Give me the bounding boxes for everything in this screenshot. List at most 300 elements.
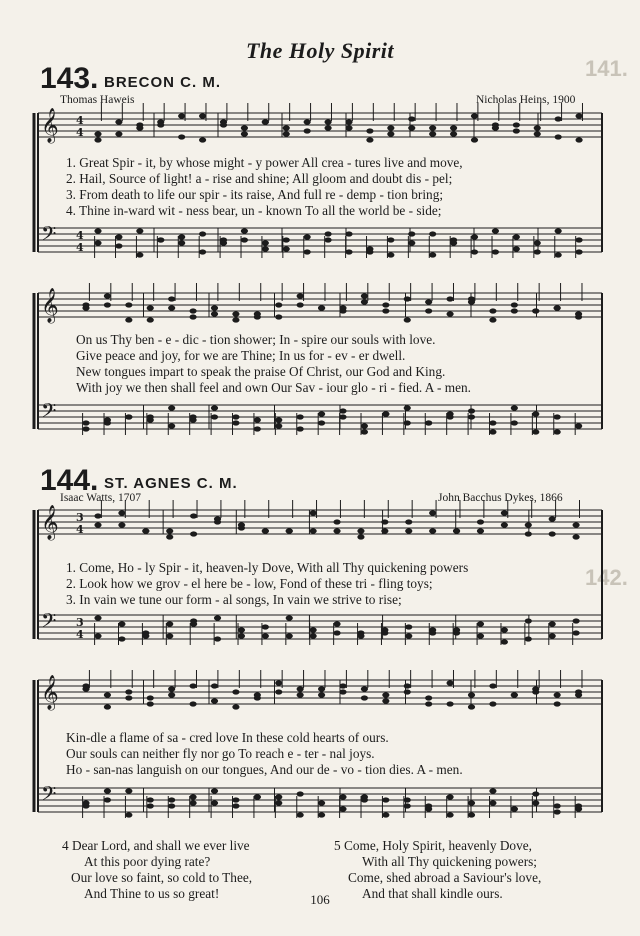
notehead: [534, 240, 541, 245]
time-signature: 3: [76, 616, 84, 629]
notehead: [147, 803, 154, 808]
lyric-line: 4. Thine in-ward wit - ness bear, un - known To all the world be - side;: [66, 203, 442, 218]
notehead: [168, 803, 175, 808]
notehead: [468, 408, 475, 413]
notehead: [345, 249, 352, 254]
notehead: [136, 252, 143, 257]
notehead: [125, 302, 132, 307]
notehead: [532, 800, 539, 805]
notehead: [555, 116, 562, 121]
notehead: [324, 119, 331, 124]
notehead: [304, 249, 311, 254]
notehead: [333, 519, 340, 524]
notehead: [361, 423, 368, 428]
notehead: [450, 240, 457, 245]
notehead: [404, 803, 411, 808]
notehead: [262, 633, 269, 638]
notehead: [178, 134, 185, 139]
notehead: [408, 231, 415, 236]
notehead: [238, 627, 245, 632]
notehead: [189, 314, 196, 319]
notehead: [477, 633, 484, 638]
notehead: [211, 800, 218, 805]
notehead: [361, 695, 368, 700]
notehead: [232, 420, 239, 425]
notehead: [333, 621, 340, 626]
notehead: [555, 228, 562, 233]
notehead: [232, 317, 239, 322]
notehead: [345, 119, 352, 124]
notehead: [555, 252, 562, 257]
notehead: [168, 296, 175, 301]
notehead: [534, 249, 541, 254]
notehead: [446, 311, 453, 316]
notehead: [339, 806, 346, 811]
notehead: [147, 317, 154, 322]
notehead: [318, 420, 325, 425]
notehead: [477, 528, 484, 533]
notehead: [232, 689, 239, 694]
notehead: [382, 698, 389, 703]
notehead: [429, 528, 436, 533]
notehead: [166, 621, 173, 626]
notehead: [104, 293, 111, 298]
notehead: [262, 240, 269, 245]
notehead: [297, 812, 304, 817]
notehead: [534, 131, 541, 136]
notehead: [361, 686, 368, 691]
notehead: [575, 249, 582, 254]
notehead: [211, 414, 218, 419]
notehead: [178, 113, 185, 118]
treble-clef: 𝄞: [41, 675, 59, 710]
notehead: [104, 797, 111, 802]
notehead: [199, 231, 206, 236]
notehead: [408, 240, 415, 245]
time-signature: 4: [76, 241, 84, 254]
notehead: [575, 314, 582, 319]
notehead: [450, 125, 457, 130]
notehead: [357, 633, 364, 638]
notehead: [147, 701, 154, 706]
stanza-number: 5: [334, 838, 341, 853]
notehead: [147, 797, 154, 802]
notehead: [104, 788, 111, 793]
notehead: [118, 522, 125, 527]
notehead: [297, 414, 304, 419]
notehead: [283, 131, 290, 136]
notehead: [511, 308, 518, 313]
time-signature: 4: [76, 229, 84, 242]
notehead: [211, 405, 218, 410]
notehead: [125, 689, 132, 694]
notehead: [254, 692, 261, 697]
notehead: [446, 812, 453, 817]
notehead: [199, 249, 206, 254]
notehead: [425, 695, 432, 700]
notehead: [168, 686, 175, 691]
notehead: [82, 426, 89, 431]
notehead: [189, 701, 196, 706]
notehead: [297, 293, 304, 298]
page-number: 106: [310, 892, 330, 907]
notehead: [429, 252, 436, 257]
notehead: [232, 704, 239, 709]
notehead: [382, 692, 389, 697]
notehead: [318, 411, 325, 416]
notehead: [532, 689, 539, 694]
notehead: [471, 113, 478, 118]
notehead: [501, 522, 508, 527]
notehead: [157, 122, 164, 127]
notehead: [190, 513, 197, 518]
notehead: [118, 636, 125, 641]
notehead: [425, 299, 432, 304]
notehead: [339, 305, 346, 310]
notehead: [501, 510, 508, 515]
notehead: [575, 803, 582, 808]
bass-clef: 𝄢: [41, 399, 57, 427]
notehead: [339, 408, 346, 413]
notehead: [94, 240, 101, 245]
notehead: [297, 426, 304, 431]
bleed-through-text: 142.: [585, 565, 628, 590]
notehead: [147, 414, 154, 419]
notehead: [94, 228, 101, 233]
notehead: [405, 528, 412, 533]
notehead: [549, 621, 556, 626]
notehead: [492, 228, 499, 233]
lyric-line: 2. Hail, Source of light! a - rise and shine; All gloom and doubt dis - pel;: [66, 171, 453, 186]
notehead: [94, 522, 101, 527]
time-signature: 3: [76, 511, 84, 524]
hymn-number: 144.: [40, 464, 99, 497]
notehead: [211, 698, 218, 703]
notehead: [275, 680, 282, 685]
music-credit: Nicholas Heins, 1900: [476, 94, 576, 106]
notehead: [468, 800, 475, 805]
section-title: The Holy Spirit: [245, 38, 395, 63]
stanza-line: Our love so faint, so cold to Thee,: [71, 870, 253, 885]
notehead: [492, 125, 499, 130]
words-credit: Thomas Haweis: [60, 94, 135, 106]
notehead: [446, 794, 453, 799]
notehead: [549, 531, 556, 536]
notehead: [387, 252, 394, 257]
treble-clef: 𝄞: [41, 108, 59, 143]
notehead: [333, 528, 340, 533]
words-credit: Isaac Watts, 1707: [60, 492, 141, 504]
notehead: [513, 234, 520, 239]
notehead: [429, 131, 436, 136]
notehead: [382, 308, 389, 313]
notehead: [168, 423, 175, 428]
notehead: [310, 510, 317, 515]
notehead: [404, 683, 411, 688]
notehead: [511, 692, 518, 697]
notehead: [468, 704, 475, 709]
notehead: [125, 788, 132, 793]
notehead: [275, 423, 282, 428]
notehead: [381, 630, 388, 635]
notehead: [534, 125, 541, 130]
time-signature: 4: [76, 523, 84, 536]
hymn-number: 143.: [40, 62, 99, 95]
notehead: [199, 137, 206, 142]
notehead: [178, 240, 185, 245]
stanza-line: With all Thy quickening powers;: [362, 854, 538, 869]
notehead: [361, 429, 368, 434]
notehead: [381, 519, 388, 524]
notehead: [405, 519, 412, 524]
notehead: [275, 794, 282, 799]
notehead: [324, 231, 331, 236]
notehead: [104, 704, 111, 709]
notehead: [468, 812, 475, 817]
notehead: [361, 293, 368, 298]
notehead: [468, 414, 475, 419]
notehead: [572, 534, 579, 539]
notehead: [446, 680, 453, 685]
notehead: [339, 414, 346, 419]
notehead: [572, 630, 579, 635]
notehead: [232, 414, 239, 419]
notehead: [94, 615, 101, 620]
notehead: [450, 131, 457, 136]
notehead: [446, 414, 453, 419]
notehead: [125, 812, 132, 817]
notehead: [190, 531, 197, 536]
notehead: [232, 311, 239, 316]
notehead: [489, 429, 496, 434]
notehead: [254, 794, 261, 799]
notehead: [275, 800, 282, 805]
notehead: [166, 633, 173, 638]
notehead: [82, 420, 89, 425]
notehead: [468, 299, 475, 304]
notehead: [115, 119, 122, 124]
notehead: [532, 791, 539, 796]
notehead: [310, 633, 317, 638]
notehead: [238, 525, 245, 530]
notehead: [318, 812, 325, 817]
notehead: [297, 302, 304, 307]
notehead: [310, 528, 317, 533]
notehead: [405, 633, 412, 638]
notehead: [382, 812, 389, 817]
notehead: [304, 128, 311, 133]
notehead: [489, 800, 496, 805]
notehead: [549, 516, 556, 521]
notehead: [525, 636, 532, 641]
stanza-line: Come, Holy Spirit, heavenly Dove,: [343, 838, 532, 853]
notehead: [283, 237, 290, 242]
notehead: [166, 534, 173, 539]
notehead: [404, 296, 411, 301]
notehead: [211, 305, 218, 310]
bass-clef: 𝄢: [41, 222, 57, 250]
notehead: [104, 417, 111, 422]
notehead: [214, 615, 221, 620]
notehead: [118, 510, 125, 515]
notehead: [477, 621, 484, 626]
notehead: [94, 633, 101, 638]
notehead: [555, 134, 562, 139]
notehead: [168, 405, 175, 410]
notehead: [549, 633, 556, 638]
notehead: [118, 621, 125, 626]
notehead: [147, 695, 154, 700]
notehead: [199, 113, 206, 118]
notehead: [214, 636, 221, 641]
notehead: [189, 800, 196, 805]
notehead: [104, 302, 111, 307]
notehead: [489, 701, 496, 706]
notehead: [220, 122, 227, 127]
notehead: [511, 405, 518, 410]
notehead: [297, 791, 304, 796]
notehead: [513, 122, 520, 127]
notehead: [387, 125, 394, 130]
notehead: [142, 528, 149, 533]
notehead: [429, 510, 436, 515]
notehead: [525, 618, 532, 623]
notehead: [324, 237, 331, 242]
notehead: [304, 234, 311, 239]
stanza-line: And that shall kindle ours.: [362, 886, 503, 901]
notehead: [318, 800, 325, 805]
lyric-line: 2. Look how we grov - el here be - low, Fond of these tri - fling toys;: [66, 576, 433, 591]
notehead: [304, 119, 311, 124]
notehead: [554, 692, 561, 697]
treble-clef: 𝄞: [41, 288, 59, 323]
treble-clef: 𝄞: [41, 505, 59, 540]
notehead: [214, 516, 221, 521]
notehead: [254, 314, 261, 319]
notehead: [425, 420, 432, 425]
notehead: [366, 249, 373, 254]
stanza-line: At this poor dying rate?: [84, 854, 211, 869]
notehead: [404, 317, 411, 322]
notehead: [286, 633, 293, 638]
notehead: [525, 522, 532, 527]
notehead: [94, 131, 101, 136]
notehead: [254, 426, 261, 431]
notehead: [168, 305, 175, 310]
notehead: [532, 411, 539, 416]
notehead: [283, 246, 290, 251]
notehead: [471, 234, 478, 239]
notehead: [525, 531, 532, 536]
notehead: [94, 137, 101, 142]
notehead: [489, 420, 496, 425]
notehead: [381, 528, 388, 533]
lyric-line: 3. In vain we tune our form - al songs, In vain we strive to rise;: [66, 592, 402, 607]
notehead: [501, 627, 508, 632]
notehead: [471, 137, 478, 142]
notehead: [387, 131, 394, 136]
time-signature: 4: [76, 126, 84, 139]
notehead: [357, 534, 364, 539]
notehead: [333, 630, 340, 635]
notehead: [241, 237, 248, 242]
notehead: [446, 296, 453, 301]
time-signature: 4: [76, 114, 84, 127]
stanza-number: 4: [62, 838, 69, 853]
notehead: [286, 615, 293, 620]
notehead: [575, 423, 582, 428]
notehead: [554, 429, 561, 434]
notehead: [241, 125, 248, 130]
notehead: [297, 692, 304, 697]
notehead: [408, 125, 415, 130]
notehead: [189, 794, 196, 799]
notehead: [453, 528, 460, 533]
notehead: [189, 414, 196, 419]
notehead: [262, 528, 269, 533]
notehead: [513, 128, 520, 133]
notehead: [275, 417, 282, 422]
notehead: [489, 788, 496, 793]
notehead: [572, 618, 579, 623]
notehead: [115, 131, 122, 136]
notehead: [94, 513, 101, 518]
notehead: [532, 308, 539, 313]
notehead: [115, 234, 122, 239]
notehead: [125, 695, 132, 700]
notehead: [275, 314, 282, 319]
notehead: [241, 131, 248, 136]
notehead: [178, 234, 185, 239]
notehead: [189, 308, 196, 313]
notehead: [262, 119, 269, 124]
notehead: [275, 302, 282, 307]
notehead: [357, 528, 364, 533]
notehead: [575, 689, 582, 694]
music-credit: John Bacchus Dykes, 1866: [438, 492, 563, 504]
notehead: [554, 414, 561, 419]
notehead: [404, 797, 411, 802]
notehead: [513, 246, 520, 251]
notehead: [425, 701, 432, 706]
notehead: [404, 405, 411, 410]
notehead: [168, 797, 175, 802]
lyric-line: Give peace and joy, for we are Thine; In us for - ev - er dwell.: [76, 348, 406, 363]
notehead: [511, 302, 518, 307]
notehead: [262, 624, 269, 629]
notehead: [511, 806, 518, 811]
notehead: [136, 228, 143, 233]
notehead: [345, 125, 352, 130]
lyric-line: On us Thy ben - e - dic - tion shower; In - spire our souls with love.: [76, 332, 436, 347]
notehead: [501, 639, 508, 644]
notehead: [142, 630, 149, 635]
tune-name: BRECON C. M.: [104, 74, 221, 91]
notehead: [405, 624, 412, 629]
lyric-line: Kin-dle a flame of sa - cred love In these cold hearts of ours.: [66, 730, 389, 745]
notehead: [115, 243, 122, 248]
notehead: [408, 116, 415, 121]
notehead: [477, 519, 484, 524]
stanza-line: Dear Lord, and shall we ever live: [71, 838, 250, 853]
notehead: [345, 231, 352, 236]
notehead: [220, 240, 227, 245]
notehead: [324, 125, 331, 130]
notehead: [190, 621, 197, 626]
notehead: [453, 627, 460, 632]
notehead: [147, 305, 154, 310]
notehead: [575, 113, 582, 118]
